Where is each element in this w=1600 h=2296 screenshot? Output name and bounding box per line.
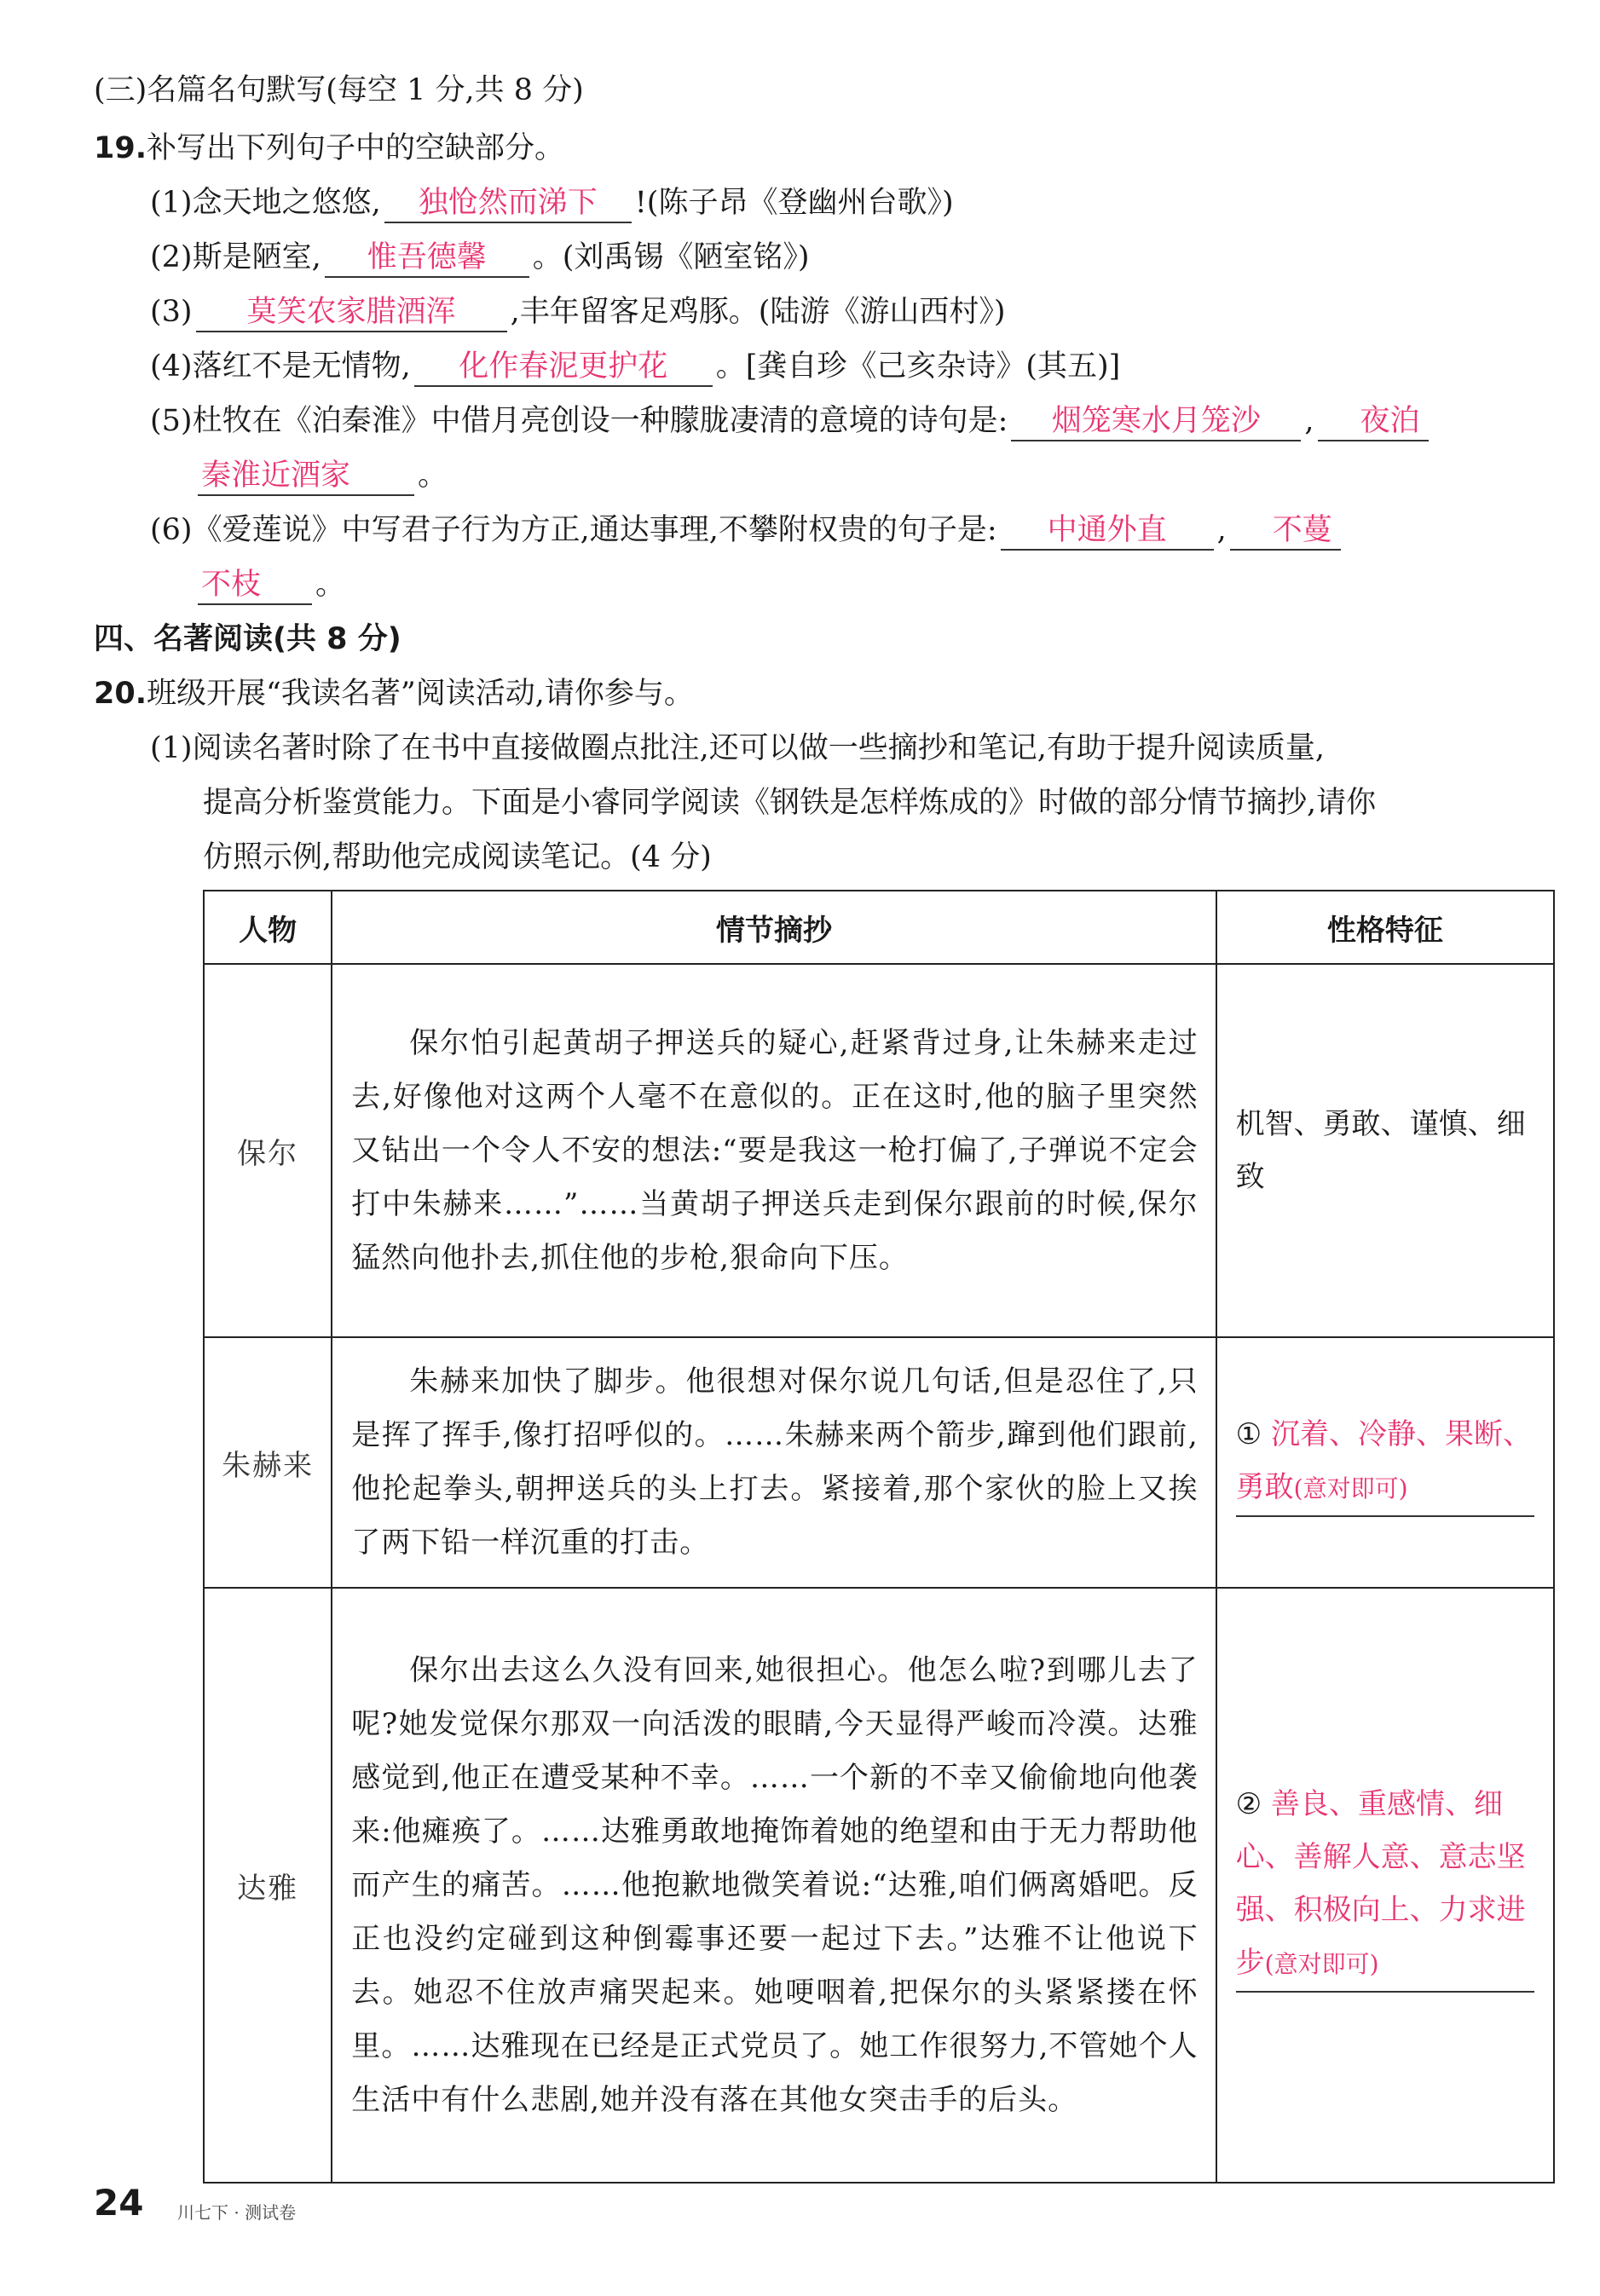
answer-blank[interactable]: 烟笼寒水月笼沙 bbox=[1011, 402, 1301, 441]
fill-item-5 bbox=[150, 399, 1432, 443]
fill-item-3 bbox=[150, 290, 1006, 334]
separator: , bbox=[1304, 404, 1314, 438]
section3-title: (三)名篇名句默写(每空 1 分,共 8 分) bbox=[94, 73, 584, 107]
sub-question-1-line3: 仿照示例,帮助他完成阅读笔记。(4 分) bbox=[203, 840, 712, 874]
plot-excerpt: 保尔怕引起黄胡子押送兵的疑心,赶紧背过身,让朱赫来走过去,好像他对这两个人毫不在意似的。正在这时,他的脑子里突然又钻出一个令人不安的想法:“要是我这一枪打偏了,子弹说不定会打中朱赫来……”……当黄胡子押送兵走到保尔跟前的时候,保尔猛然向他扑去,抓住他的步枪,狠命向下压。 bbox=[332, 964, 1216, 1337]
trait-note: (意对即可) bbox=[1293, 1474, 1408, 1503]
trait-answer-text: 善良、重感情、细心、善解人意、意志坚强、积极向上、力求进步 bbox=[1235, 1787, 1526, 1980]
fill-item-6-cont bbox=[194, 562, 345, 607]
answer-blank[interactable]: 独怆然而涕下 bbox=[384, 184, 632, 223]
question-text: 补写出下列句子中的空缺部分。 bbox=[147, 131, 565, 165]
trait-number: ② bbox=[1235, 1787, 1262, 1821]
trait-answer[interactable] bbox=[1236, 1408, 1534, 1517]
trait-number: ① bbox=[1235, 1417, 1262, 1451]
answer-blank[interactable]: 不枝 bbox=[198, 566, 312, 605]
item-prefix: (4)落红不是无情物, bbox=[150, 349, 411, 384]
question-text: 班级开展“我读名著”阅读活动,请你参与。 bbox=[147, 677, 694, 711]
fill-item-2 bbox=[150, 235, 810, 280]
column-header: 人物 bbox=[204, 891, 332, 964]
answer-blank[interactable]: 夜泊 bbox=[1318, 402, 1429, 441]
plot-excerpt: 保尔出去这么久没有回来,她很担心。他怎么啦?到哪儿去了呢?她发觉保尔那双一向活泼的眼睛,今天显得严峻而冷漠。达雅感觉到,他正在遭受某种不幸。……一个新的不幸又偷偷地向他袭来:他瘫痪了。……达雅勇敢地掩饰着她的绝望和由于无力帮助他而产生的痛苦。……他抱歉地微笑着说:“达雅,咱们俩离婚吧。反正也没约定碰到这种倒霉事还要一起过下去。”达雅不让他说下去。她忍不住放声痛哭起来。她哽咽着,把保尔的头紧紧搂在怀里。……达雅现在已经是正式党员了。她工作很努力,不管她个人生活中有什么悲剧,她并没有落在其他女突击手的后头。 bbox=[332, 1588, 1216, 2183]
fill-item-1 bbox=[150, 181, 954, 225]
answer-blank[interactable]: 不蔓 bbox=[1230, 511, 1341, 551]
sub-question-1-line2: 提高分析鉴赏能力。下面是小睿同学阅读《钢铁是怎样炼成的》时做的部分情节摘抄,请你 bbox=[203, 786, 1377, 820]
section4-title: 四、名著阅读(共 8 分) bbox=[94, 622, 401, 656]
trait-note: (意对即可) bbox=[1264, 1950, 1379, 1978]
item-prefix: (1)念天地之悠悠, bbox=[150, 186, 381, 220]
trait-cell bbox=[1216, 1588, 1554, 2183]
item-prefix: (5)杜牧在《泊秦淮》中借月亮创设一种朦胧凄清的意境的诗句是: bbox=[150, 404, 1008, 438]
table-row bbox=[204, 964, 1554, 1337]
trait-cell bbox=[1216, 964, 1554, 1337]
item-suffix: ,丰年留客足鸡豚。(陆游《游山西村》) bbox=[510, 295, 1006, 329]
character-name: 保尔 bbox=[204, 964, 332, 1337]
question-20-stem bbox=[94, 672, 694, 716]
answer-blank[interactable]: 惟吾德馨 bbox=[325, 239, 529, 278]
column-header: 性格特征 bbox=[1216, 891, 1554, 964]
trait-answer[interactable] bbox=[1236, 1778, 1534, 1993]
answer-blank[interactable]: 秦淮近酒家 bbox=[198, 457, 414, 496]
character-name: 朱赫来 bbox=[204, 1337, 332, 1588]
fill-item-4 bbox=[150, 344, 1120, 389]
trait-cell bbox=[1216, 1337, 1554, 1588]
item-suffix: 。[龚自珍《己亥杂诗》(其五)] bbox=[715, 349, 1121, 384]
item-suffix: 。 bbox=[315, 568, 346, 602]
sub-question-1-line1: (1)阅读名著时除了在书中直接做圈点批注,还可以做一些摘抄和笔记,有助于提升阅读质量, bbox=[150, 731, 1325, 765]
trait-text: 机智、勇敢、谨慎、细致 bbox=[1235, 1107, 1526, 1194]
item-suffix: !(陈子昂《登幽州台歌》) bbox=[634, 186, 954, 220]
item-prefix: (6)《爱莲说》中写君子行为方正,通达事理,不攀附权贵的句子是: bbox=[150, 513, 997, 547]
item-prefix: (3) bbox=[150, 295, 193, 329]
item-suffix: 。 bbox=[418, 459, 448, 493]
table-row bbox=[204, 1588, 1554, 2183]
question-number: 20. bbox=[94, 677, 147, 711]
character-name: 达雅 bbox=[204, 1588, 332, 2183]
item-suffix: 。(刘禹锡《陋室铭》) bbox=[532, 240, 810, 274]
answer-blank[interactable]: 化作春泥更护花 bbox=[414, 348, 713, 387]
question-number: 19. bbox=[94, 131, 147, 165]
table-header-row bbox=[204, 891, 1554, 964]
trait-answer-text: 沉着、冷静、果断、勇敢 bbox=[1235, 1417, 1532, 1504]
table-row bbox=[204, 1337, 1554, 1588]
answer-blank[interactable]: 中通外直 bbox=[1001, 511, 1214, 551]
page-number: 24 bbox=[94, 2182, 144, 2224]
item-prefix: (2)斯是陋室, bbox=[150, 240, 321, 274]
answer-blank[interactable]: 莫笑农家腊酒浑 bbox=[196, 293, 507, 332]
footer-text: 川七下 · 测试卷 bbox=[177, 2202, 297, 2223]
fill-item-5-cont bbox=[194, 453, 448, 498]
column-header: 情节摘抄 bbox=[332, 891, 1216, 964]
question-19-stem bbox=[94, 126, 564, 170]
reading-notes-table bbox=[203, 890, 1555, 2184]
separator: , bbox=[1216, 513, 1227, 547]
fill-item-6 bbox=[150, 508, 1344, 552]
plot-excerpt: 朱赫来加快了脚步。他很想对保尔说几句话,但是忍住了,只是挥了挥手,像打招呼似的。……朱赫来两个箭步,蹿到他们跟前,他抡起拳头,朝押送兵的头上打去。紧接着,那个家伙的脸上又挨了两下铅一样沉重的打击。 bbox=[332, 1337, 1216, 1588]
